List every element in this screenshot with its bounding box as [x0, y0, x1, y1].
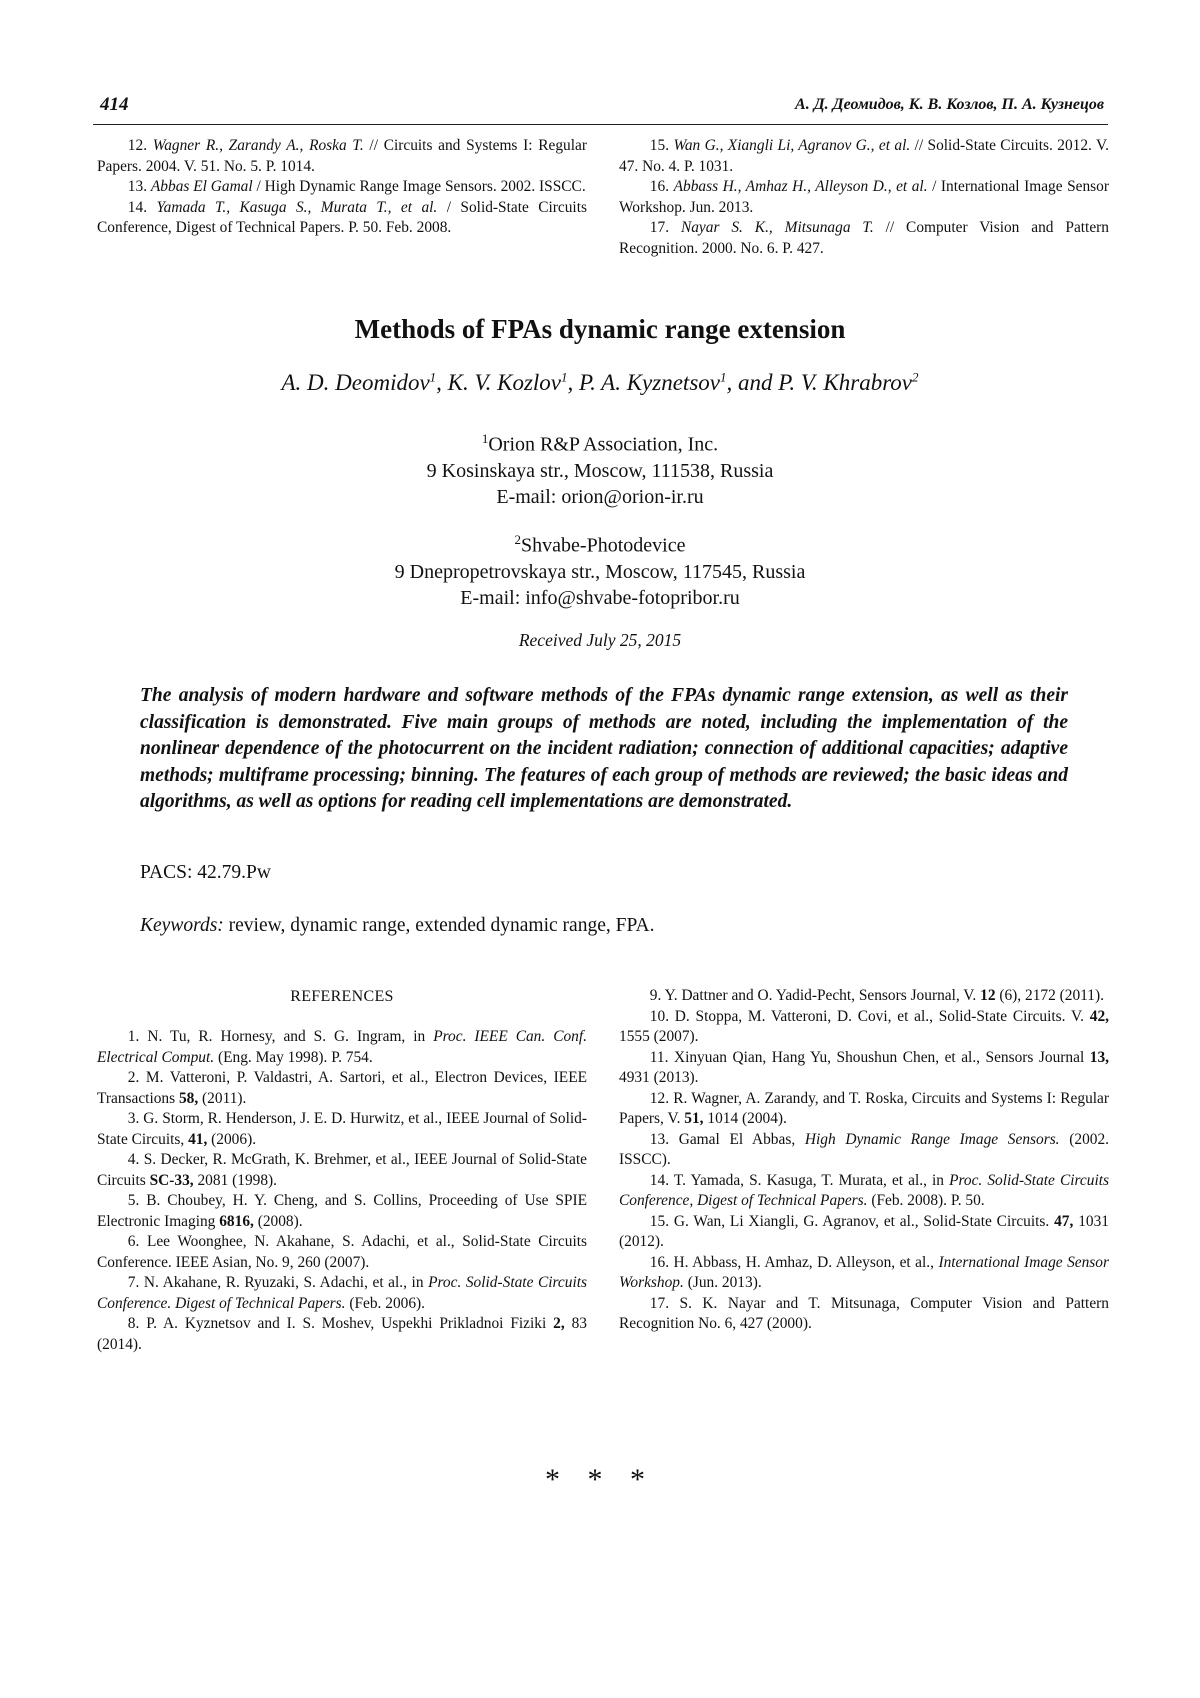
- reference-item: 6. Lee Woonghee, N. Akahane, S. Adachi, et al., Solid-State Circuits Conference. IEEE Asian, No. 9, 260 (2007).: [97, 1233, 587, 1271]
- reference-item: 3. G. Storm, R. Henderson, J. E. D. Hurwitz, et al., IEEE Journal of Solid-State Circuits, 41, (2006).: [97, 1110, 587, 1148]
- reference-item: 17. S. K. Nayar and T. Mitsunaga, Computer Vision and Pattern Recognition No. 6, 427 (2000).: [619, 1294, 1109, 1332]
- reference-item: 11. Xinyuan Qian, Hang Yu, Shoushun Chen, et al., Sensors Journal 13, 4931 (2013).: [619, 1048, 1109, 1086]
- affiliation-email: E-mail: orion@orion-ir.ru: [496, 485, 704, 508]
- running-header: [93, 86, 1108, 125]
- reference-item: 4. S. Decker, R. McGrath, K. Brehmer, et al., IEEE Journal of Solid-State Circuits SC-33, 2081 (1998).: [97, 1151, 587, 1189]
- affiliation-1: $^1$Orion R&P Association, Inc. 9 Kosinskaya str., Moscow, 111538, Russia E-mail: orion@orion-ir.ru: [0, 426, 1200, 510]
- affiliation-name: Shvabe-Photodevice: [521, 534, 686, 557]
- affiliation-address: 9 Kosinskaya str., Moscow, 111538, Russia: [426, 459, 774, 482]
- top-ref-item: 12. Wagner R., Zarandy A., Roska T. // Circuits and Systems I: Regular Papers. 2004. V. 51. No. 5. P. 1014.: [97, 137, 587, 175]
- received-date: Received July 25, 2015: [518, 630, 682, 650]
- keywords: [140, 915, 654, 937]
- running-authors: А. Д. Деомидов, К. В. Козлов, П. А. Кузнецов: [795, 96, 1104, 113]
- reference-item: 2. M. Vatteroni, P. Valdastri, A. Sartori, et al., Electron Devices, IEEE Transactions 58, (2011).: [97, 1069, 587, 1107]
- reference-item: 8. P. A. Kyznetsov and I. S. Moshev, Uspekhi Prikladnoi Fiziki 2, 83 (2014).: [97, 1315, 587, 1353]
- affiliation-2: $^2$Shvabe-Photodevice 9 Dnepropetrovskaya str., Moscow, 117545, Russia E-mail: info@shvabe-fotopribor.ru: [0, 527, 1200, 611]
- reference-item: 16. H. Abbass, H. Amhaz, D. Alleyson, et al., International Image Sensor Workshop. (Jun. 2013).: [619, 1253, 1109, 1291]
- top-ref-item: 14. Yamada T., Kasuga S., Murata T., et al. / Solid-State Circuits Conference, Digest of Technical Papers. P. 50. Feb. 2008.: [97, 198, 587, 236]
- affiliation-email: E-mail: info@shvabe-fotopribor.ru: [460, 586, 740, 609]
- reference-item: 15. G. Wan, Li Xiangli, G. Agranov, et al., Solid-State Circuits. 47, 1031 (2012).: [619, 1212, 1109, 1250]
- reference-item: 7. N. Akahane, R. Ryuzaki, S. Adachi, et al., in Proc. Solid-State Circuits Conference. Digest of Technical Papers. (Feb. 2006).: [97, 1274, 587, 1312]
- top-ref-item: 13. Abbas El Gamal / High Dynamic Range Image Sensors. 2002. ISSCC.: [127, 178, 586, 195]
- references-left-column: [97, 1027, 587, 1355]
- affiliation-address: 9 Dnepropetrovskaya str., Moscow, 117545, Russia: [394, 560, 806, 583]
- reference-item: 12. R. Wagner, A. Zarandy, and T. Roska, Circuits and Systems I: Regular Papers, V. 51, 1014 (2004).: [619, 1089, 1109, 1127]
- previous-article-references-right: [619, 136, 1109, 259]
- author: P. V. Khrabrov$^2$: [778, 369, 919, 395]
- article-title: Methods of FPAs dynamic range extension: [354, 314, 846, 344]
- reference-item: 13. Gamal El Abbas, High Dynamic Range Image Sensors. (2002. ISSCC).: [619, 1130, 1110, 1168]
- pacs-code: PACS: 42.79.Pw: [140, 862, 271, 883]
- author: P. A. Kyznetsov$^1$, and: [579, 369, 779, 395]
- keywords-label: Keywords:: [140, 915, 224, 936]
- author: A. D. Deomidov$^1$,: [281, 369, 448, 395]
- page-number: 414: [100, 94, 129, 115]
- previous-article-references-left: [97, 136, 587, 239]
- affiliation-name: Orion R&P Association, Inc.: [488, 433, 719, 456]
- reference-item: 9. Y. Dattner and O. Yadid-Pecht, Sensors Journal, V. 12 (6), 2172 (2011).: [649, 987, 1104, 1004]
- keywords-list: review, dynamic range, extended dynamic range, FPA.: [223, 915, 655, 936]
- references-heading: REFERENCES: [290, 988, 394, 1005]
- references-right-column: [619, 986, 1109, 1335]
- reference-item: 1. N. Tu, R. Hornesy, and S. G. Ingram, in Proc. IEEE Can. Conf. Electrical Comput. (Eng. May 1998). P. 754.: [97, 1028, 587, 1066]
- author-list: [0, 369, 1200, 396]
- section-separator: * * *: [545, 1463, 655, 1496]
- top-ref-item: 16. Abbass H., Amhaz H., Alleyson D., et al. / International Image Sensor Workshop. Jun. 2013.: [619, 178, 1109, 216]
- abstract: The analysis of modern hardware and software methods of the FPAs dynamic range extension, as well as their classification is demonstrated. Five main groups of methods are noted, including the implementation of the nonlinear dependence of the photocurrent on the incident radiation; connection of additional capacities; adaptive methods; multiframe processing; binning. The features of each group of methods are reviewed; the basic ideas and algorithms, as well as options for reading cell implementations are demonstrated.: [140, 685, 1068, 812]
- top-ref-item: 17. Nayar S. K., Mitsunaga T. // Computer Vision and Pattern Recognition. 2000. No. 6. P. 427.: [619, 219, 1109, 257]
- reference-item: 5. B. Choubey, H. Y. Cheng, and S. Collins, Proceeding of Use SPIE Electronic Imaging 6816, (2008).: [97, 1192, 587, 1230]
- reference-item: 10. D. Stoppa, M. Vatteroni, D. Covi, et al., Solid-State Circuits. V. 42, 1555 (2007).: [619, 1007, 1109, 1045]
- reference-item: 14. T. Yamada, S. Kasuga, T. Murata, et al., in Proc. Solid-State Circuits Conference, Digest of Technical Papers. (Feb. 2008). P. 50.: [619, 1171, 1109, 1209]
- top-ref-item: 15. Wan G., Xiangli Li, Agranov G., et al. // Solid-State Circuits. 2012. V. 47. No. 4. P. 1031.: [619, 137, 1109, 175]
- author: K. V. Kozlov$^1$,: [447, 369, 579, 395]
